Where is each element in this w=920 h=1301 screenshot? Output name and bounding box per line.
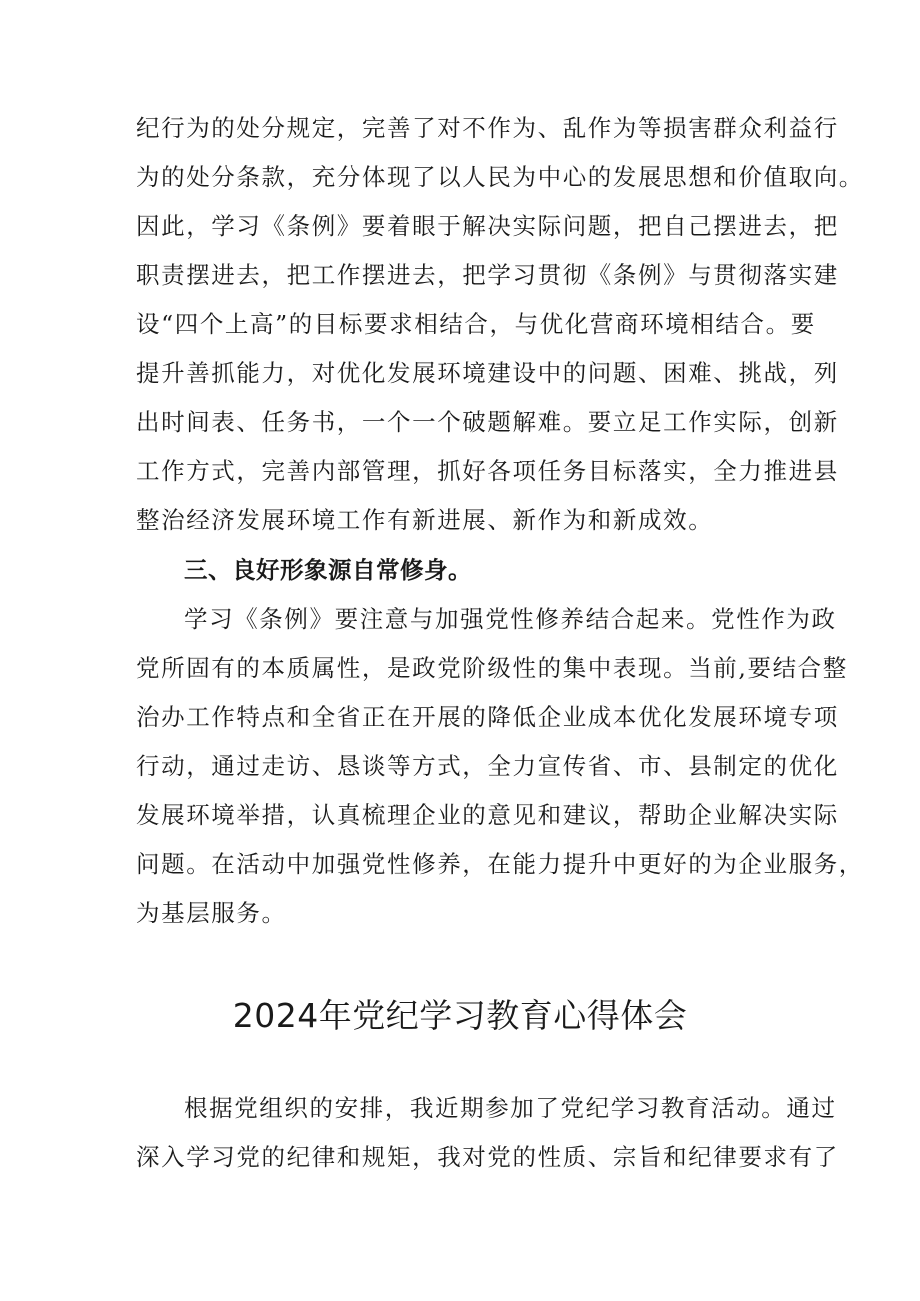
paragraph-line: 纪行为的处分规定，完善了对不作为、乱作为等损害群众利益行 [136, 114, 839, 142]
paragraph-line: 出时间表、任务书，一个一个破题解难。要立足工作实际，创新 [136, 408, 839, 436]
paragraph-line: 深入学习党的纪律和规矩，我对党的性质、宗旨和纪律要求有了 [136, 1143, 839, 1171]
paragraph-line: 党所固有的本质属性，是政党阶级性的集中表现。当前,要结合整 [136, 654, 848, 682]
paragraph-line: 设“四个上高”的目标要求相结合，与优化营商环境相结合。要 [136, 310, 816, 338]
paragraph-line: 为的处分条款，充分体现了以人民为中心的发展思想和价值取向。 [136, 163, 864, 191]
paragraph-line: 发展环境举措，认真梳理企业的意见和建议，帮助企业解决实际 [136, 801, 839, 829]
paragraph-line: 问题。在活动中加强党性修养，在能力提升中更好的为企业服务， [136, 850, 864, 878]
paragraph-line: 职责摆进去，把工作摆进去，把学习贯彻《条例》与贯彻落实建 [136, 261, 839, 289]
paragraph-line: 提升善抓能力，对优化发展环境建设中的问题、困难、挑战，列 [136, 359, 839, 387]
paragraph-line: 为基层服务。 [136, 899, 287, 927]
article-title: 2024年党纪学习教育心得体会 [232, 996, 688, 1035]
paragraph-line: 治办工作特点和全省正在开展的降低企业成本优化发展环境专项 [136, 703, 839, 731]
paragraph-line: 根据党组织的安排，我近期参加了党纪学习教育活动。通过 [184, 1094, 837, 1122]
paragraph-line: 工作方式，完善内部管理，抓好各项任务目标落实，全力推进县 [136, 457, 839, 485]
paragraph-line: 学习《条例》要注意与加强党性修养结合起来。党性作为政 [184, 605, 837, 633]
paragraph-line: 因此，学习《条例》要着眼于解决实际问题，把自己摆进去，把 [136, 212, 839, 240]
paragraph-line: 整治经济发展环境工作有新进展、新作为和新成效。 [136, 506, 714, 534]
section-heading: 三、良好形象源自常修身。 [184, 556, 472, 584]
paragraph-line: 行动，通过走访、恳谈等方式，全力宣传省、市、县制定的优化 [136, 752, 839, 780]
